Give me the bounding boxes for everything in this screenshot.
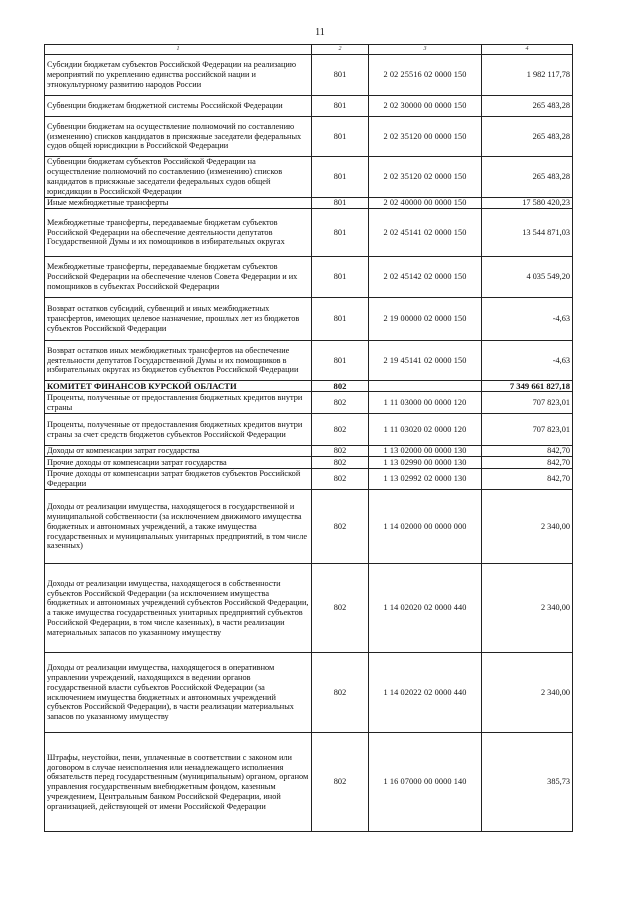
admin-code-cell: 801: [312, 55, 369, 96]
table-row: [45, 469, 573, 490]
table-row: [45, 381, 573, 392]
row-name-cell: Прочие доходы от компенсации затрат государства: [45, 457, 312, 469]
table-row: [45, 457, 573, 469]
column-number: 3: [369, 45, 482, 55]
admin-code-cell: 801: [312, 117, 369, 157]
revenue-code-cell: 1 14 02020 02 0000 440: [369, 564, 482, 653]
row-name-cell: Межбюджетные трансферты, передаваемые бюджетам субъектов Российской Федерации на обеспечение членов Совета Федерации и их помощников в субъектах Российской Федерации: [45, 257, 312, 298]
admin-code-cell: 802: [312, 490, 369, 564]
amount-cell: 707 823,01: [482, 414, 573, 446]
amount-cell: 1 982 117,78: [482, 55, 573, 96]
revenue-code-cell: 1 11 03020 02 0000 120: [369, 414, 482, 446]
table-row: [45, 733, 573, 832]
amount-cell: 842,70: [482, 457, 573, 469]
revenue-code-cell: 2 02 35120 02 0000 150: [369, 157, 482, 198]
row-name-cell: Субвенции бюджетам на осуществление полномочий по составлению (изменению) списков кандидатов в присяжные заседатели федеральных судов общей юрисдикции в Российской Федерации: [45, 117, 312, 157]
table-row: [45, 257, 573, 298]
revenue-code-cell: 2 02 30000 00 0000 150: [369, 96, 482, 117]
admin-code-cell: 802: [312, 392, 369, 414]
amount-cell: 707 823,01: [482, 392, 573, 414]
table-row: [45, 653, 573, 733]
row-name-cell: Прочие доходы от компенсации затрат бюджетов субъектов Российской Федерации: [45, 469, 312, 490]
admin-code-cell: 801: [312, 257, 369, 298]
row-name-cell: Доходы от реализации имущества, находящегося в собственности субъектов Российской Федерации (за исключением имущества бюджетных и автономных учреждений субъектов Российской Федерации, а также имущества государственных унитарных предприятий субъектов Российской Федерации, в том числе казенных), в части реализации материальных запасов по указанному имуществу: [45, 564, 312, 653]
admin-code-cell: 802: [312, 653, 369, 733]
row-name-cell: Доходы от компенсации затрат государства: [45, 446, 312, 457]
amount-cell: 7 349 661 827,18: [482, 381, 573, 392]
table-row: [45, 564, 573, 653]
revenue-code-cell: 1 14 02000 00 0000 000: [369, 490, 482, 564]
budget-table: [44, 44, 573, 832]
row-name-cell: Возврат остатков иных межбюджетных трансфертов на обеспечение деятельности депутатов Государственной Думы и их помощников в избирательных округах из бюджетов субъектов Российской Федерации: [45, 341, 312, 381]
amount-cell: 17 580 420,23: [482, 198, 573, 209]
amount-cell: -4,63: [482, 341, 573, 381]
revenue-code-cell: 2 02 40000 00 0000 150: [369, 198, 482, 209]
admin-code-cell: 801: [312, 298, 369, 341]
amount-cell: 842,70: [482, 446, 573, 457]
table-row: [45, 157, 573, 198]
amount-cell: 265 483,28: [482, 117, 573, 157]
revenue-code-cell: 2 02 45142 02 0000 150: [369, 257, 482, 298]
row-name-cell: Межбюджетные трансферты, передаваемые бюджетам субъектов Российской Федерации на обеспечение деятельности депутатов Государственной Думы и их помощников в избирательных округах: [45, 209, 312, 257]
row-name-cell: Доходы от реализации имущества, находящегося в оперативном управлении учреждений, находящихся в ведении органов государственной власти субъектов Российской Федерации (за исключением имущества бюджетных и автономных учреждений субъектов Российской Федерации), в части реализации материальных запасов по указанному имуществу: [45, 653, 312, 733]
revenue-code-cell: 1 13 02990 00 0000 130: [369, 457, 482, 469]
row-name-cell: Проценты, полученные от предоставления бюджетных кредитов внутри страны за счет средств бюджетов субъектов Российской Федерации: [45, 414, 312, 446]
page-number: 11: [315, 27, 325, 38]
revenue-code-cell: 1 16 07000 00 0000 140: [369, 733, 482, 832]
table-row: [45, 55, 573, 96]
amount-cell: 4 035 549,20: [482, 257, 573, 298]
amount-cell: 842,70: [482, 469, 573, 490]
column-number-row: [45, 45, 573, 55]
revenue-code-cell: 1 13 02992 02 0000 130: [369, 469, 482, 490]
amount-cell: 2 340,00: [482, 653, 573, 733]
admin-code-cell: 801: [312, 341, 369, 381]
revenue-code-cell: 2 02 45141 02 0000 150: [369, 209, 482, 257]
table-body: [45, 55, 573, 832]
admin-code-cell: 802: [312, 469, 369, 490]
revenue-code-cell: 1 14 02022 02 0000 440: [369, 653, 482, 733]
row-name-cell: КОМИТЕТ ФИНАНСОВ КУРСКОЙ ОБЛАСТИ: [45, 381, 312, 392]
column-number: 2: [312, 45, 369, 55]
amount-cell: 2 340,00: [482, 564, 573, 653]
revenue-code-cell: 1 13 02000 00 0000 130: [369, 446, 482, 457]
table-row: [45, 198, 573, 209]
amount-cell: 265 483,28: [482, 157, 573, 198]
column-number: 1: [45, 45, 312, 55]
admin-code-cell: 801: [312, 157, 369, 198]
admin-code-cell: 802: [312, 414, 369, 446]
amount-cell: 2 340,00: [482, 490, 573, 564]
admin-code-cell: 801: [312, 209, 369, 257]
table-row: [45, 117, 573, 157]
amount-cell: 13 544 871,03: [482, 209, 573, 257]
row-name-cell: Субвенции бюджетам субъектов Российской Федерации на осуществление полномочий по составлению (изменению) списков кандидатов в присяжные заседатели федеральных судов общей юрисдикции в Российской Федерации: [45, 157, 312, 198]
table-row: [45, 446, 573, 457]
admin-code-cell: 802: [312, 457, 369, 469]
revenue-code-cell: 2 02 25516 02 0000 150: [369, 55, 482, 96]
row-name-cell: Субвенции бюджетам бюджетной системы Российской Федерации: [45, 96, 312, 117]
row-name-cell: Возврат остатков субсидий, субвенций и иных межбюджетных трансфертов, имеющих целевое назначение, прошлых лет из бюджетов субъектов Российской Федерации: [45, 298, 312, 341]
revenue-code-cell: [369, 381, 482, 392]
row-name-cell: Иные межбюджетные трансферты: [45, 198, 312, 209]
admin-code-cell: 801: [312, 96, 369, 117]
row-name-cell: Доходы от реализации имущества, находящегося в государственной и муниципальной собственности (за исключением движимого имущества бюджетных и автономных учреждений, а также имущества государственных и муниципальных унитарных предприятий, в том числе казенных): [45, 490, 312, 564]
column-number: 4: [482, 45, 573, 55]
amount-cell: -4,63: [482, 298, 573, 341]
revenue-code-cell: 1 11 03000 00 0000 120: [369, 392, 482, 414]
table-row: [45, 490, 573, 564]
revenue-code-cell: 2 19 00000 02 0000 150: [369, 298, 482, 341]
admin-code-cell: 802: [312, 446, 369, 457]
row-name-cell: Субсидии бюджетам субъектов Российской Федерации на реализацию мероприятий по укреплению единства российской нации и этнокультурному развитию народов России: [45, 55, 312, 96]
table-row: [45, 414, 573, 446]
table-row: [45, 298, 573, 341]
revenue-code-cell: 2 02 35120 00 0000 150: [369, 117, 482, 157]
table-row: [45, 392, 573, 414]
revenue-code-cell: 2 19 45141 02 0000 150: [369, 341, 482, 381]
table-row: [45, 96, 573, 117]
amount-cell: 385,73: [482, 733, 573, 832]
admin-code-cell: 802: [312, 381, 369, 392]
admin-code-cell: 802: [312, 733, 369, 832]
table-row: [45, 341, 573, 381]
table-row: [45, 209, 573, 257]
admin-code-cell: 801: [312, 198, 369, 209]
row-name-cell: Проценты, полученные от предоставления бюджетных кредитов внутри страны: [45, 392, 312, 414]
amount-cell: 265 483,28: [482, 96, 573, 117]
admin-code-cell: 802: [312, 564, 369, 653]
row-name-cell: Штрафы, неустойки, пени, уплаченные в соответствии с законом или договором в случае неисполнения или ненадлежащего исполнения обязательств перед государственным (муниципальным) органом, органом управления государственным внебюджетным фондом, казенным учреждением, Центральным банком Российской Федерации, иной организацией, действующей от имени Российской Федерации: [45, 733, 312, 832]
